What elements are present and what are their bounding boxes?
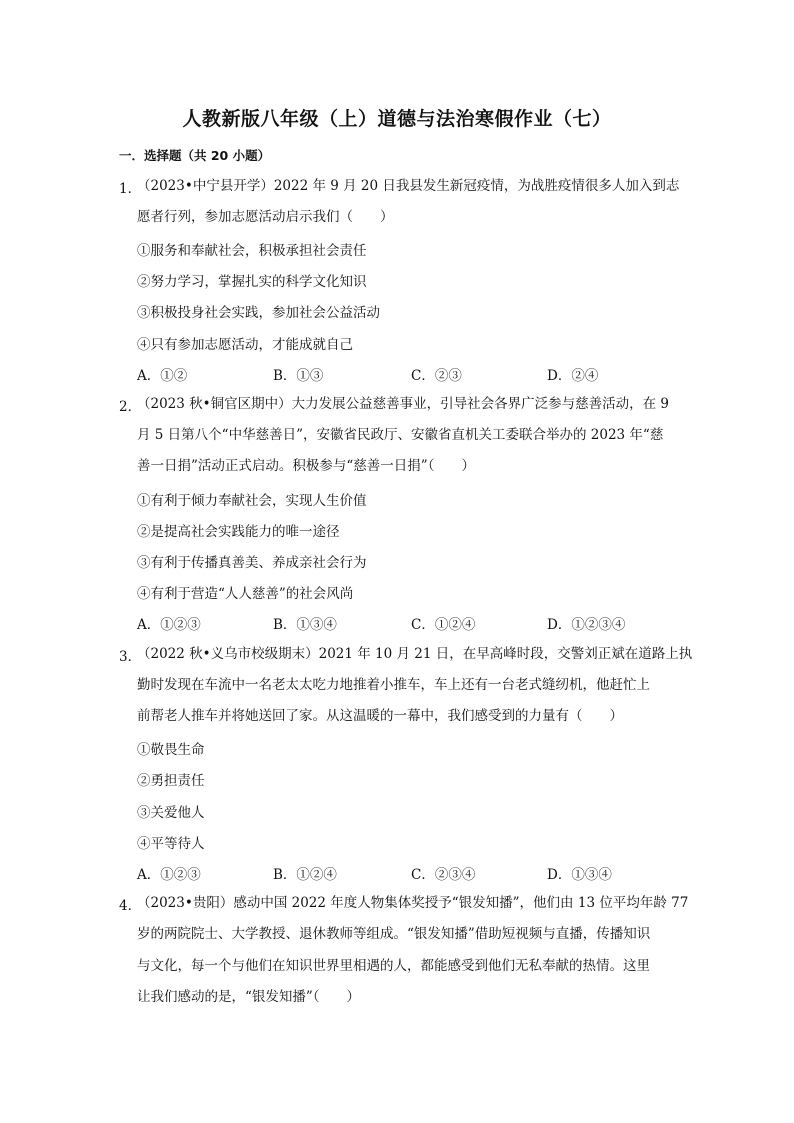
choice-a: A．①② xyxy=(137,368,188,384)
question-number: 2． xyxy=(119,399,142,415)
question-text-line: 勤时发现在车流中一名老太太吃力地推着小推车，车上还有一台老式缝纫机，他赶忙上 xyxy=(137,677,650,693)
question-text-line: （2023•中宁县开学）2022 年 9 月 20 日我县发生新冠疫情，为战胜疫情很多人加入到志 xyxy=(137,178,680,194)
statement-option: ③积极投身社会实践，参加社会公益活动 xyxy=(137,305,380,321)
choice-b: B．①③④ xyxy=(273,617,337,633)
choice-b: B．①②④ xyxy=(273,867,337,883)
question-text-line: （2023•贵阳）感动中国 2022 年度人物集体奖授予“银发知播”，他们由 13 位平均年龄 77 xyxy=(137,895,689,911)
statement-option: ③有利于传播真善美、养成亲社会行为 xyxy=(137,555,367,571)
question-text-line: （2023 秋•铜官区期中）大力发展公益慈善事业，引导社会各界广泛参与慈善活动，在 9 xyxy=(137,396,669,412)
choice-c: C．②③④ xyxy=(411,867,476,883)
statement-option: ①有利于倾力奉献社会，实现人生价值 xyxy=(137,493,367,509)
question-text-line: （2022 秋•义乌市校级期末）2021 年 10 月 21 日，在早高峰时段，交警刘正斌在道路上执 xyxy=(137,646,693,662)
choice-d: D．②④ xyxy=(547,368,599,384)
question-text-line: 愿者行列，参加志愿活动启示我们（ ） xyxy=(137,209,394,225)
question-number: 3． xyxy=(119,649,142,665)
choice-c: C．①②④ xyxy=(411,617,476,633)
question-text-line: 与文化，每一个与他们在知识世界里相遇的人，都能感受到他们无私奉献的热情。这里 xyxy=(137,958,650,974)
statement-option: ①敬畏生命 xyxy=(137,742,205,758)
statement-option: ②努力学习，掌握扎实的科学文化知识 xyxy=(137,274,367,290)
choice-d: D．①③④ xyxy=(547,867,612,883)
page-title: 人教新版八年级（上）道德与法治寒假作业（七） xyxy=(182,108,612,130)
choice-d: D．①②③④ xyxy=(547,617,626,633)
choice-a: A．①②③ xyxy=(137,867,201,883)
question-text-line: 让我们感动的是，“银发知播”（ ） xyxy=(137,989,361,1005)
question-number: 4． xyxy=(119,898,142,914)
question-text-line: 月 5 日第八个“中华慈善日”，安徽省民政厅、安徽省直机关工委联合举办的 2023 年“慈 xyxy=(137,427,664,443)
statement-option: ②是提高社会实践能力的唯一途径 xyxy=(137,524,340,540)
question-text-line: 岁的两院院士、大学教授、退休教师等组成。“银发知播”借助短视频与直播，传播知识 xyxy=(137,926,651,942)
choice-b: B．①③ xyxy=(273,368,324,384)
choice-c: C．②③ xyxy=(411,368,462,384)
question-number: 1． xyxy=(119,181,142,197)
question-text-line: 前帮老人推车并将她送回了家。从这温暖的一幕中，我们感受到的力量有（ ） xyxy=(137,708,623,724)
statement-option: ③关爱他人 xyxy=(137,805,205,821)
question-text-line: 善一日捐”活动正式启动。积极参与“慈善一日捐”（ ） xyxy=(137,458,475,474)
choice-a: A．①②③ xyxy=(137,617,201,633)
statement-option: ①服务和奉献社会，积极承担社会责任 xyxy=(137,243,367,259)
statement-option: ②勇担责任 xyxy=(137,773,205,789)
statement-option: ④平等待人 xyxy=(137,836,205,852)
statement-option: ④有利于营造“人人慈善”的社会风尚 xyxy=(137,586,354,602)
section-heading: 一．选择题（共 20 小题） xyxy=(119,148,271,163)
statement-option: ④只有参加志愿活动，才能成就自己 xyxy=(137,337,353,353)
